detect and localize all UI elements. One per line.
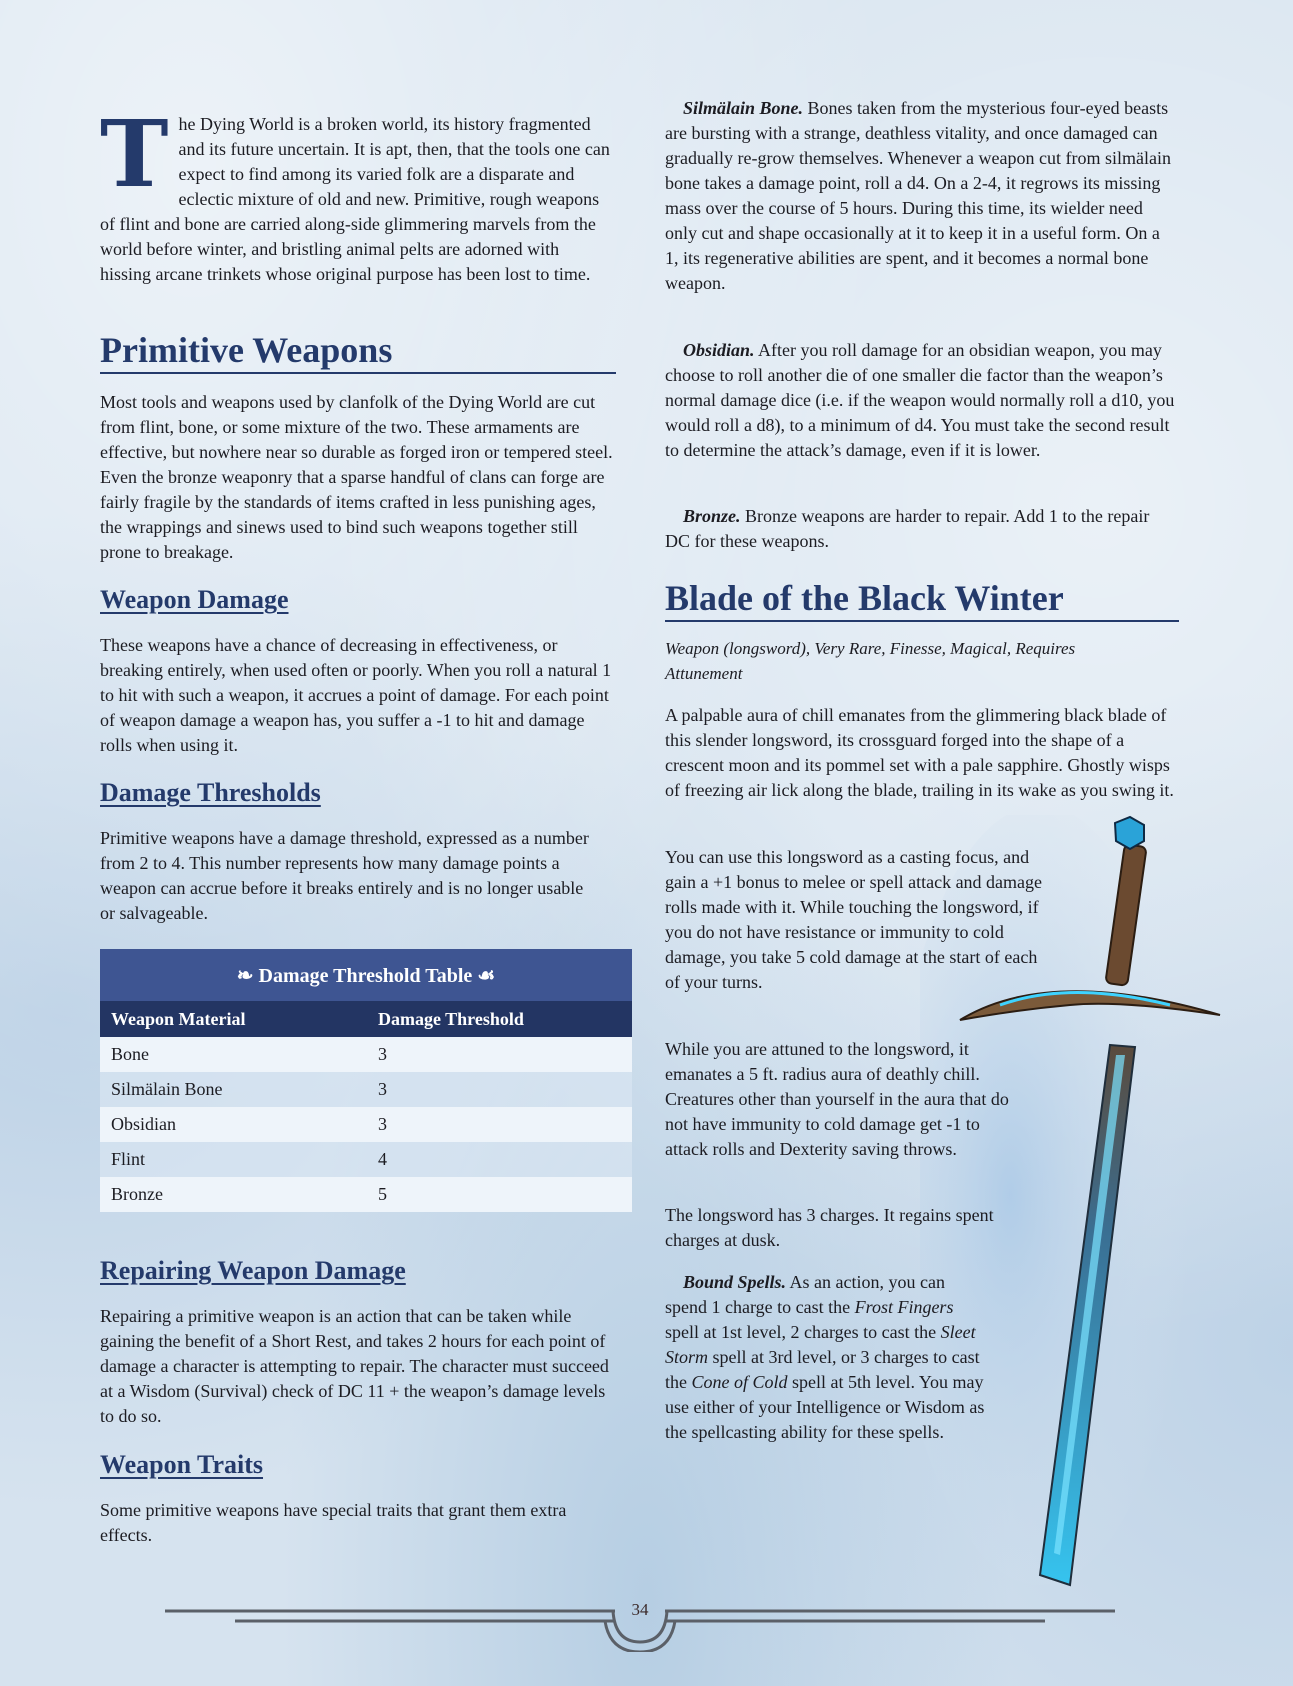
blade-description: A palpable aura of chill emanates from the glimmering black blade of this slender longsword, its crossguard forged into the shape of a crescent moon and its pommel set with a pale sapphire. Ghostly wisps of freezing air lick along the blade, trailing in its wake as you swing it.: [665, 705, 1174, 800]
spell-sleet-storm: Sleet Storm: [665, 1322, 976, 1367]
heading-primitive-weapons: Primitive Weapons: [100, 330, 616, 374]
bronze-body: Bronze weapons are harder to repair. Add 1 to the repair DC for these weapons.: [665, 506, 1150, 551]
casting-focus-paragraph: You can use this longsword as a casting focus, and gain a +1 bonus to melee or spell attack and damage rolls made with it. While touching the longsword, if you do not have resistance or immunity to cold damage, you take 5 cold damage at the start of each of your turns.: [665, 847, 1043, 992]
bound-spells-lead: Bound Spells.: [683, 1272, 787, 1292]
obsidian-body: After you roll damage for an obsidian weapon, you may choose to roll another die of one smaller die factor than the weapon’s normal damage dice (i.e. if the weapon would normally roll a d10, you would roll a d8), to a minimum of d4. You must take the second result to determine the attack’s damage, even if it is lower.: [665, 340, 1175, 460]
cell-material: Flint: [100, 1142, 367, 1177]
table-row: [100, 1142, 632, 1177]
weapon-damage-body: These weapons have a chance of decreasing in effectiveness, or breaking entirely, when used often or poorly. When you roll a natural 1 to hit with such a weapon, it accrues a point of damage. For each point of weapon damage a weapon has, you suffer a -1 to hit and damage rolls when using it.: [100, 635, 612, 755]
bound-text: spell at 5th level. You may use either of your Intelligence or Wisdom as the spellcasting ability for these spells.: [665, 1372, 985, 1442]
heading-weapon-traits: Weapon Traits: [100, 1450, 264, 1479]
primitive-weapons-body: Most tools and weapons used by clanfolk of the Dying World are cut from flint, bone, or some mixture of the two. These armaments are effective, but nowhere near so durable as forged iron or tempered steel. Even the bronze weaponry that a sparse handful of clans can forge are fairly fragile by the standards of items crafted in less punishing ages, the wrappings and sinews used to bind such weapons together still prone to breakage.: [100, 392, 613, 562]
cell-material: Silmälain Bone: [100, 1072, 367, 1107]
aura-paragraph: While you are attuned to the longsword, it emanates a 5 ft. radius aura of deathly chill. Creatures other than yourself in the aura that do not have immunity to cold damage get -1 to attack rolls and Dexterity saving throws.: [665, 1039, 1009, 1159]
cell-material: Obsidian: [100, 1107, 367, 1142]
spell-frost-fingers: Frost Fingers: [854, 1297, 954, 1317]
table-row: [100, 1177, 632, 1212]
heading-blade-of-the-black-winter: Blade of the Black Winter: [665, 578, 1179, 622]
heading-repairing-weapon-damage: Repairing Weapon Damage: [100, 1256, 406, 1285]
repairing-body: Repairing a primitive weapon is an action that can be taken while gaining the benefit of a Short Rest, and takes 2 hours for each point of damage a character is attempting to repair. The character must succeed at a Wisdom (Survival) check of DC 11 + the weapon’s damage levels to do so.: [100, 1306, 609, 1426]
dropcap-letter: T: [100, 100, 169, 208]
bronze-paragraph: [665, 504, 1175, 554]
obsidian-paragraph: [665, 338, 1175, 463]
heading-damage-thresholds: Damage Thresholds: [100, 778, 321, 807]
column-header-material: Weapon Material: [100, 1001, 367, 1037]
damage-thresholds-body: Primitive weapons have a damage threshold, expressed as a number from 2 to 4. This number represents how many damage points a weapon can accrue before it breaks entirely and is no longer usable or salvageable.: [100, 828, 589, 923]
spell-cone-of-cold: Cone of Cold: [691, 1372, 788, 1392]
obsidian-lead: Obsidian.: [683, 340, 755, 360]
bound-text: spell at 1st level, 2 charges to cast the: [665, 1322, 941, 1342]
table-row: [100, 1037, 632, 1072]
table-row: [100, 1107, 632, 1142]
heading-weapon-damage: Weapon Damage: [100, 585, 289, 614]
cell-threshold: 4: [367, 1142, 632, 1177]
cell-threshold: 3: [367, 1072, 632, 1107]
cell-threshold: 5: [367, 1177, 632, 1212]
intro-text: he Dying World is a broken world, its history fragmented and its future uncertain. It is apt, then, that the tools one can expect to find among its varied folk are a disparate and eclectic mixture of old and new. Primitive, rough weapons of flint and bone are carried along-side glimmering marvels from the world before winter, and bristling animal pelts are adorned with hissing arcane trinkets whose original purpose has been lost to time.: [100, 114, 610, 284]
bound-text: spell at 3rd level, or 3 charges to cast the: [665, 1347, 980, 1392]
table-row: [100, 1072, 632, 1107]
intro-paragraph: [100, 100, 610, 287]
damage-threshold-table: [100, 949, 632, 1212]
page-number: 34: [631, 1600, 649, 1619]
bronze-lead: Bronze.: [683, 506, 741, 526]
column-header-threshold: Damage Threshold: [367, 1001, 632, 1037]
cell-material: Bronze: [100, 1177, 367, 1212]
table-caption: ❧ Damage Threshold Table ☙: [100, 949, 632, 1001]
bound-spells-paragraph: [665, 1270, 985, 1445]
charges-paragraph: The longsword has 3 charges. It regains spent charges at dusk.: [665, 1205, 994, 1250]
weapon-traits-body: Some primitive weapons have special traits that grant them extra effects.: [100, 1500, 567, 1545]
cell-material: Bone: [100, 1037, 367, 1072]
cell-threshold: 3: [367, 1037, 632, 1072]
silmalain-body: Bones taken from the mysterious four-eyed beasts are bursting with a strange, deathless vitality, and once damaged can gradually re-grow themselves. Whenever a weapon cut from silmälain bone takes a damage point, roll a d4. On a 2-4, it regrows its missing mass over the course of 5 hours. During this time, its wielder need only cut and shape occasionally at it to keep it in a useful form. On a 1, its regenerative abilities are spent, and it becomes a normal bone weapon.: [665, 98, 1171, 293]
cell-threshold: 3: [367, 1107, 632, 1142]
item-subtitle: Weapon (longsword), Very Rare, Finesse, Magical, Requires Attunement: [665, 639, 1076, 683]
silmalain-bone-paragraph: [665, 96, 1175, 296]
bound-text: As an action, you can spend 1 charge to cast the: [665, 1272, 946, 1317]
silmalain-lead: Silmälain Bone.: [683, 98, 804, 118]
